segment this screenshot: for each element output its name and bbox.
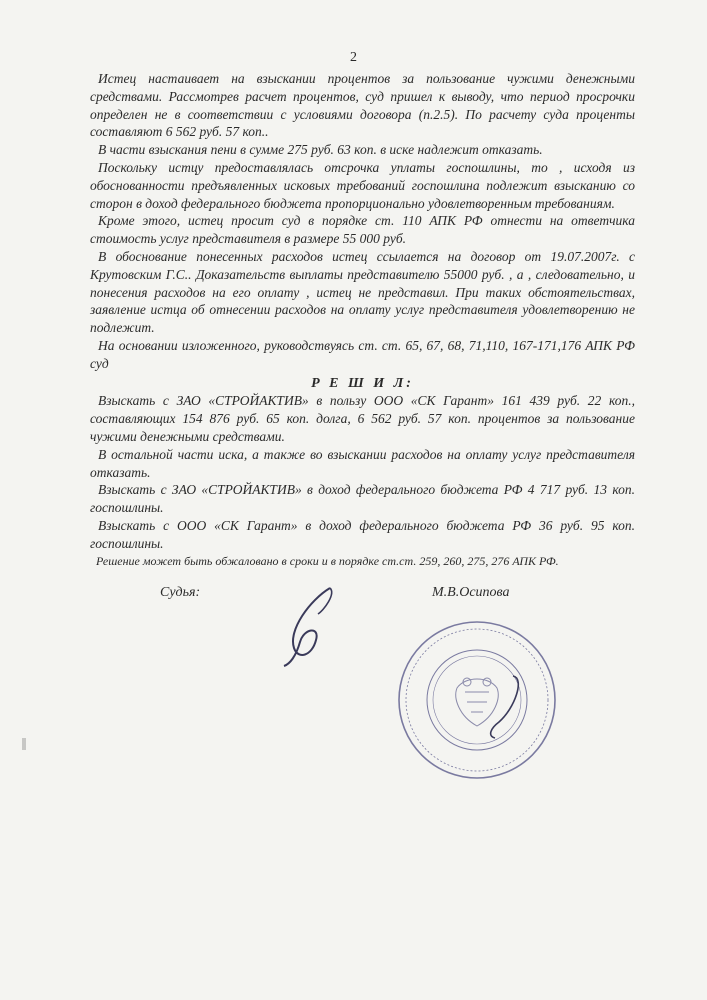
paragraph-expenses-basis: В обоснование понесенных расходов истец ссылается на договор от 19.07.2007г. с Крутовским Г.С.. Доказательств выплаты представителю 55000 руб. , а , следовательно, и понесения расходов на его оплату , истец не представил. При таких обстоятельствах, заявление истца об отнесении расходов на оплату услуг представителя удовлетворению не подлежит. — [90, 248, 635, 336]
appeal-note: Решение может быть обжаловано в сроки и в порядке ст.ст. 259, 260, 275, 276 АПК РФ. — [96, 553, 559, 568]
page-number: 2 — [350, 50, 357, 65]
document-body — [90, 70, 635, 570]
decision-item-duty-defendant: Взыскать с ЗАО «СТРОЙАКТИВ» в доход федерального бюджета РФ 4 717 руб. 13 коп. госпошлины. — [90, 482, 635, 516]
scan-smudge — [22, 738, 26, 750]
judge-name: М.В.Осипова — [432, 585, 510, 600]
paragraph-penalty: В части взыскания пени в сумме 275 руб. 63 коп. в иске надлежит отказать. — [98, 142, 543, 158]
decision-heading: Р Е Ш И Л: — [311, 375, 414, 391]
decision-item-recover: Взыскать с ЗАО «СТРОЙАКТИВ» в пользу ООО «СК Гарант» 161 439 руб. 22 коп., составляющих 154 876 руб. 65 коп. долга, 6 562 руб. 57 коп. процентов за пользование чужими денежными средствами. — [90, 393, 635, 444]
paragraph-legal-grounds: На основании изложенного, руководствуясь ст. ст. 65, 67, 68, 71,110, 167-171,176 АПК РФ суд — [90, 337, 635, 371]
decision-item-duty-plaintiff: Взыскать с ООО «СК Гарант» в доход федерального бюджета РФ 36 руб. 95 коп. госпошлины. — [90, 517, 635, 551]
paragraph-state-duty: Поскольку истцу предоставлялась отсрочка уплаты госпошлины, то , исходя из обоснованности предъявленных исковых требований госпошлина подлежит взысканию со сторон в доход федерального бюджета пропорционально удовлетворенным требованиям. — [90, 159, 635, 211]
decision-item-deny: В остальной части иска, а также во взыскании расходов на оплату услуг представителя отказать. — [90, 446, 635, 480]
paragraph-interest: Истец настаивает на взыскании процентов за пользование чужими денежными средствами. Рассмотрев расчет процентов, суд пришел к выводу, что период просрочки определен не в соответствии с условиями договора (п.2.5). По расчету суда проценты составляют 6 562 руб. 57 коп.. — [90, 71, 635, 140]
judge-label: Судья: — [160, 585, 201, 600]
paragraph-representative-fee: Кроме этого, истец просит суд в порядке ст. 110 АПК РФ отнести на ответчика стоимость услуг представителя в размере 55 000 руб. — [90, 213, 635, 247]
handwritten-signature-icon — [270, 580, 360, 670]
